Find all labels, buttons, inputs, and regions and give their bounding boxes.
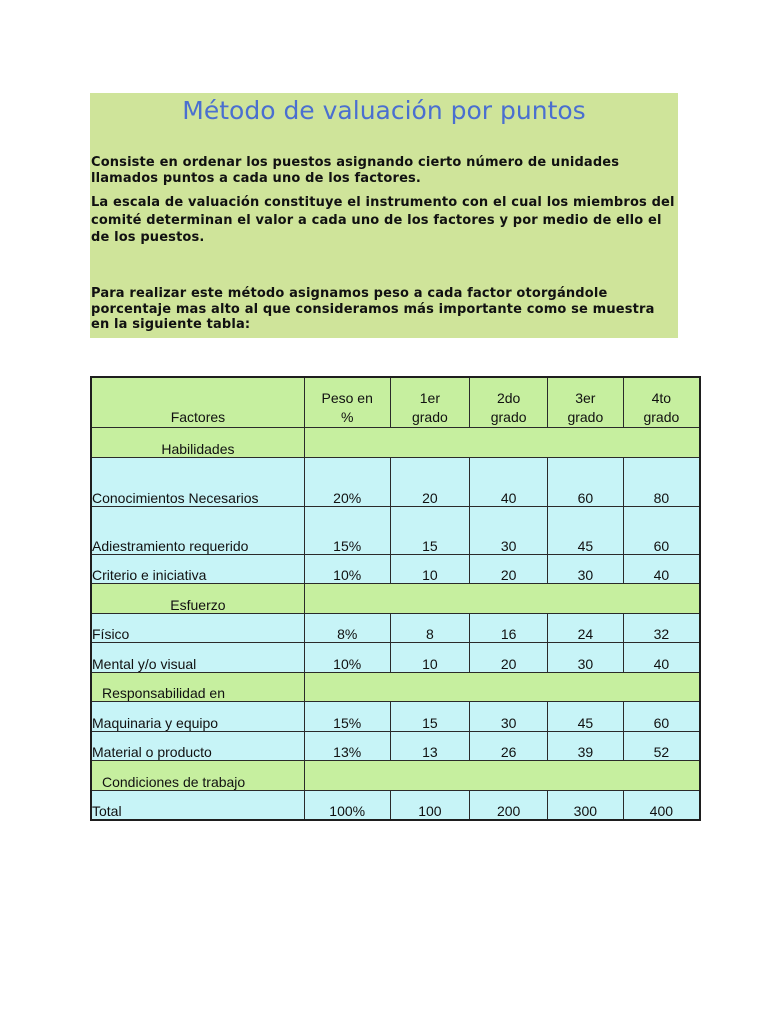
cell-grado-3: 60 — [547, 458, 623, 507]
section-filler — [304, 761, 700, 791]
cell-grado-2: 30 — [470, 702, 548, 732]
cell-grado-4: 400 — [623, 791, 700, 820]
cell-grado-2: 40 — [470, 458, 548, 507]
cell-peso: 20% — [304, 458, 390, 507]
intro-paragraph-1: Consiste en ordenar los puestos asignando cierto número de unidades llamados puntos a cada uno de los factores. — [91, 155, 620, 186]
cell-grado-3: 24 — [547, 614, 623, 643]
cell-peso: 8% — [304, 614, 390, 643]
table-row — [91, 458, 700, 507]
section-condiciones: Condiciones de trabajo — [91, 761, 304, 791]
cell-peso: 13% — [304, 732, 390, 761]
section-filler — [304, 673, 700, 702]
cell-grado-3: 45 — [547, 507, 623, 555]
header-g3-line2: grado — [567, 409, 604, 425]
cell-grado-2: 20 — [470, 555, 548, 584]
cell-peso: 15% — [304, 507, 390, 555]
header-g2-line1: 2do — [496, 390, 521, 406]
cell-grado-4: 40 — [623, 643, 700, 673]
cell-factor: Físico — [91, 614, 304, 643]
table-row — [91, 643, 700, 673]
factors-table — [90, 376, 701, 821]
header-peso-line1: Peso en — [321, 390, 373, 406]
header-grado-1 — [390, 377, 470, 428]
section-habilidades: Habilidades — [91, 428, 304, 458]
cell-grado-1: 10 — [390, 643, 470, 673]
cell-grado-1: 13 — [390, 732, 470, 761]
table-row — [91, 507, 700, 555]
header-peso — [304, 377, 390, 428]
cell-grado-4: 32 — [623, 614, 700, 643]
cell-grado-3: 45 — [547, 702, 623, 732]
cell-factor: Criterio e iniciativa — [91, 555, 304, 584]
section-esfuerzo: Esfuerzo — [91, 584, 304, 614]
cell-grado-1: 15 — [390, 507, 470, 555]
header-peso-line2: % — [340, 409, 354, 425]
cell-grado-3: 30 — [547, 555, 623, 584]
cell-factor: Mental y/o visual — [91, 643, 304, 673]
cell-peso: 10% — [304, 555, 390, 584]
page-title: Método de valuación por puntos — [182, 96, 586, 125]
cell-grado-1: 10 — [390, 555, 470, 584]
intro-box — [90, 93, 678, 338]
cell-factor: Conocimientos Necesarios — [91, 458, 304, 507]
cell-grado-2: 16 — [470, 614, 548, 643]
header-g4-line2: grado — [643, 409, 680, 425]
section-row — [91, 428, 700, 458]
cell-peso: 10% — [304, 643, 390, 673]
header-grado-3 — [547, 377, 623, 428]
intro-paragraph-2: La escala de valuación constituye el instrumento con el cual los miembros del comité determinan el valor a cada uno de los factores y por medio de ello el de los puestos. — [91, 195, 675, 245]
section-row — [91, 673, 700, 702]
cell-grado-1: 20 — [390, 458, 470, 507]
cell-grado-2: 200 — [470, 791, 548, 820]
cell-grado-4: 40 — [623, 555, 700, 584]
header-g3-line1: 3er — [575, 390, 596, 406]
cell-factor: Material o producto — [91, 732, 304, 761]
cell-grado-4: 80 — [623, 458, 700, 507]
section-responsabilidad: Responsabilidad en — [91, 673, 304, 702]
cell-factor: Total — [91, 791, 304, 820]
cell-grado-4: 52 — [623, 732, 700, 761]
cell-grado-3: 39 — [547, 732, 623, 761]
table-row — [91, 555, 700, 584]
header-g4-line1: 4to — [651, 390, 672, 406]
table-row — [91, 791, 700, 820]
table-header-row — [91, 377, 700, 428]
section-row — [91, 584, 700, 614]
cell-grado-2: 20 — [470, 643, 548, 673]
cell-factor: Adiestramiento requerido — [91, 507, 304, 555]
cell-grado-4: 60 — [623, 702, 700, 732]
table-row — [91, 702, 700, 732]
cell-grado-2: 26 — [470, 732, 548, 761]
intro-paragraph-3: Para realizar este método asignamos peso a cada factor otorgándole porcentaje mas alto al que consideramos más importante como se muestra en la siguiente tabla: — [91, 286, 655, 332]
table-row — [91, 614, 700, 643]
cell-factor: Maquinaria y equipo — [91, 702, 304, 732]
header-g1-line1: 1er — [419, 390, 440, 406]
header-factores: Factores — [91, 377, 304, 428]
cell-grado-3: 300 — [547, 791, 623, 820]
cell-grado-3: 30 — [547, 643, 623, 673]
header-grado-2 — [470, 377, 548, 428]
cell-grado-1: 15 — [390, 702, 470, 732]
section-filler — [304, 428, 700, 458]
cell-grado-1: 100 — [390, 791, 470, 820]
cell-grado-2: 30 — [470, 507, 548, 555]
header-g1-line2: grado — [411, 409, 448, 425]
cell-grado-1: 8 — [390, 614, 470, 643]
header-grado-4 — [623, 377, 700, 428]
cell-grado-4: 60 — [623, 507, 700, 555]
header-g2-line2: grado — [490, 409, 527, 425]
section-filler — [304, 584, 700, 614]
cell-peso: 100% — [304, 791, 390, 820]
cell-peso: 15% — [304, 702, 390, 732]
section-row — [91, 761, 700, 791]
table-row — [91, 732, 700, 761]
